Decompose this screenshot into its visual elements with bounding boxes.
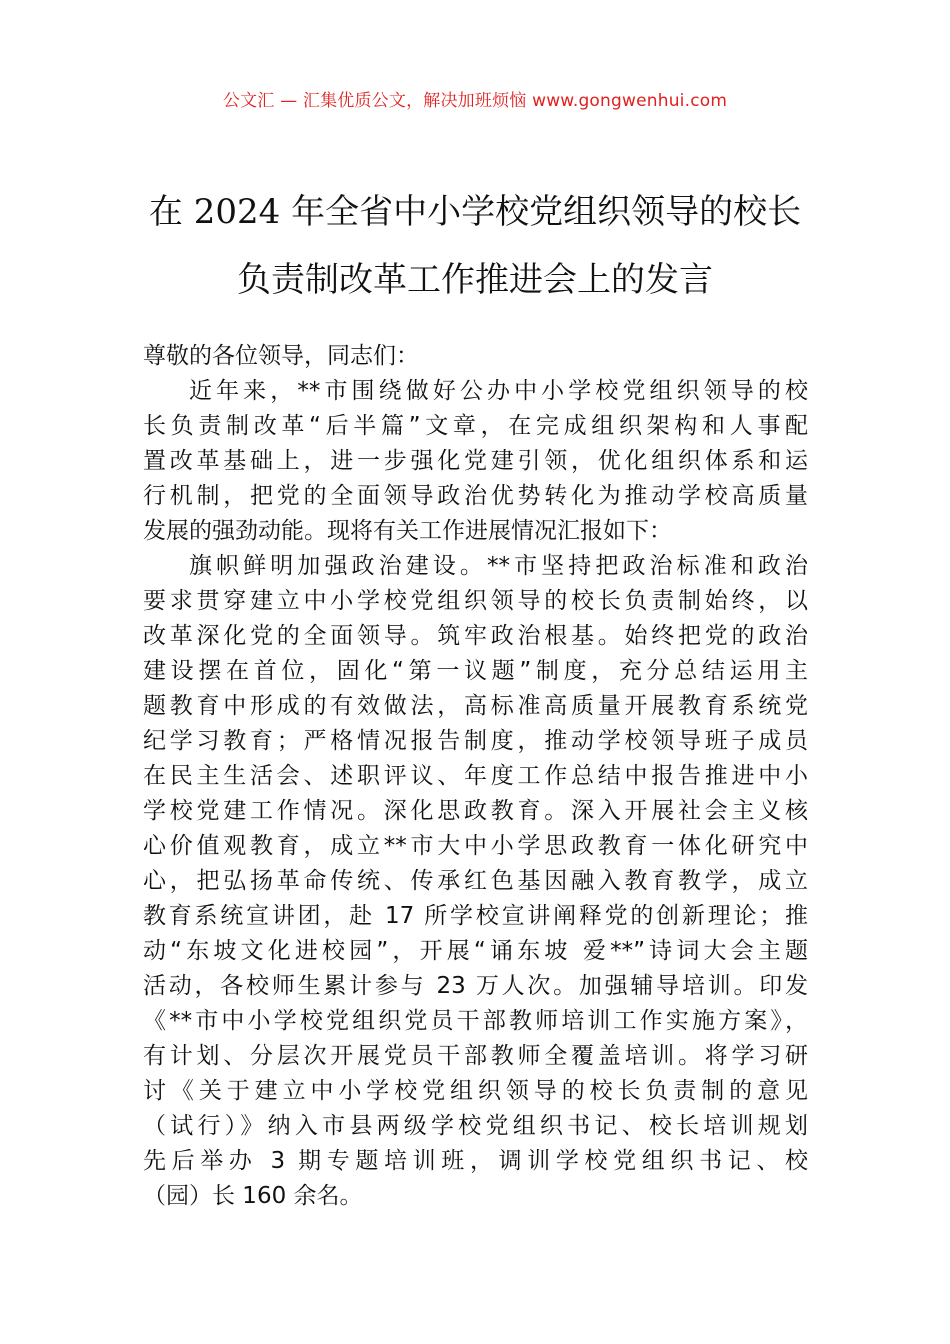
paragraph-2-line: 建设摆在首位，固化“第一议题”制度，充分总结运用主 [143,658,808,684]
paragraph-2-line: 教育系统宣讲团，赴 17 所学校宣讲阐释党的创新理论；推 [143,903,808,929]
paragraph-2-line: 心价值观教育，成立**市大中小学思政教育一体化研究中 [143,833,808,859]
paragraph-2-line: 动“东坡文化进校园”，开展“诵东坡 爱**”诗词大会主题 [143,938,808,964]
paragraph-2-line: 讨《关于建立中小学校党组织领导的校长负责制的意见 [143,1078,808,1104]
paragraph-2-line: （园）长 160 余名。 [143,1183,363,1209]
paragraph-1-line: 置改革基础上，进一步强化党建引领，优化组织体系和运 [143,448,808,474]
title-line-1: 在 2024 年全省中小学校党组织领导的校长 [148,192,802,232]
paragraph-2-line: 学校党建工作情况。深化思政教育。深入开展社会主义核 [143,798,808,824]
paragraph-2-line: 活动，各校师生累计参与 23 万人次。加强辅导培训。印发 [143,973,808,999]
paragraph-2-line: 在民主生活会、述职评议、年度工作总结中报告推进中小 [143,763,808,789]
paragraph-2-line: 纪学习教育；严格情况报告制度，推动学校领导班子成员 [143,728,808,754]
paragraph-2-line: 心，把弘扬革命传统、传承红色基因融入教育教学，成立 [143,868,808,894]
paragraph-2-line: 先后举办 3 期专题培训班，调训学校党组织书记、校 [143,1148,808,1174]
header-banner: 公文汇 — 汇集优质公文，解决加班烦恼 www.gongwenhui.com [222,91,728,111]
paragraph-1-line: 行机制，把党的全面领导政治优势转化为推动学校高质量 [143,483,808,509]
paragraph-2-line: 旗帜鲜明加强政治建设。**市坚持把政治标准和政治 [189,553,808,579]
paragraph-2-line: 要求贯穿建立中小学校党组织领导的校长负责制始终，以 [143,588,808,614]
document-body [143,339,808,1214]
title-line-2: 负责制改革工作推进会上的发言 [237,260,713,300]
paragraph-2-line: （试行）》纳入市县两级学校党组织书记、校长培训规划 [143,1113,808,1139]
paragraph-2-line: 《**市中小学校党组织党员干部教师培训工作实施方案》， [143,1008,808,1034]
paragraph-1-line: 近年来，**市围绕做好公办中小学校党组织领导的校 [189,378,808,404]
salutation: 尊敬的各位领导，同志们： [143,343,419,369]
paragraph-2-line: 改革深化党的全面领导。筑牢政治根基。始终把党的政治 [143,623,808,649]
document-title [120,178,830,314]
paragraph-1-line: 发展的强劲动能。现将有关工作进展情况汇报如下： [143,518,672,544]
paragraph-2-line: 有计划、分层次开展党员干部教师全覆盖培训。将学习研 [143,1043,808,1069]
paragraph-2-line: 题教育中形成的有效做法，高标准高质量开展教育系统党 [143,693,808,719]
paragraph-1-line: 长负责制改革“后半篇”文章，在完成组织架构和人事配 [143,413,808,439]
